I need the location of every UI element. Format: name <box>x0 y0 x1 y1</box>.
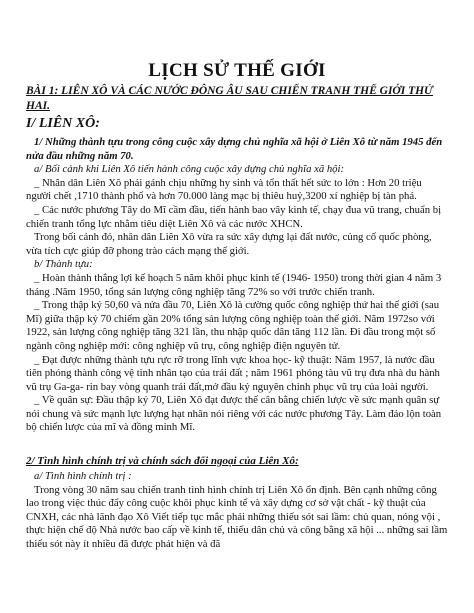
subsection-2a-heading: a/ Tình hình chính trị : <box>34 470 132 482</box>
paragraph: _ Đạt được những thành tựu rực rỡ trong lĩnh vực khoa học- kỹ thuật: Năm 1957, là nước đầu tiên phóng thành công vệ tinh nhân tạo của trái đất ; năm 1961 phóng tàu vũ trụ đưa nhà du hành vũ trụ Ga-ga- rin bay vòng quanh trái đất,mở đầu kỷ nguyên chinh phục vũ trụ của loài người. <box>26 353 440 393</box>
subsection-1a-heading: a/ Bối cảnh khi Liên Xô tiến hành công cuộc xây dựng chủ nghĩa xã hội: <box>34 163 345 176</box>
paragraph: _ Trong thập kỷ 50,60 và nửa đầu 70, Liên Xô là cường quốc công nghiệp thứ hai thế giới (sau Mĩ) giữa thập kỷ 70 chiếm gần 20% tổng sản lượng công nghiệp toàn thế giới. Năm 1972so với 1922, sản lượng công nghiệp tăng 321 lần, thu nhập quốc dân tăng 112 lần. Đi đầu trong một số ngành công nghiệp mới: công nghiệp vũ trụ, công nghiệp điện nguyên tử. <box>26 299 440 352</box>
lesson-heading: BÀI 1: LIÊN XÔ VÀ CÁC NƯỚC ĐÔNG ÂU SAU CHIẾN TRANH THẾ GIỚI THỨ HAI. <box>26 85 433 112</box>
paragraph: _ Về quân sự: Đầu thập kỷ 70, Liên Xô đạt được thế cân bằng chiến lược về sức mạnh quân sự nói chung và sức mạnh lực lượng hạt nhân nói riêng với các nước phương Tây. Làm đảo lộn toàn bộ chiến lược của mĩ và đồng minh Mĩ. <box>26 394 442 434</box>
paragraph: Trong vòng 30 năm sau chiến tranh tình hình chính trị Liên Xô ổn định. Bên cạnh những công lao trong việc thúc đẩy công cuộc khôi phục kinh tế và xây dựng cơ sở vật chất - kỹ thuật của CNXH, các nhà lãnh đạo Xô Viết tiếp tục mắc phải những thiếu sót sai lầm: chủ quan, nóng vội , thực hiện chế độ Nhà nước bao cấp về kinh tế, thiếu dân chủ và công bằng xã hội ... những sai lầm thiếu sót này ít nhiều đã được phát hiện và đã <box>26 483 448 550</box>
subsection-1-heading: 1/ Những thành tựu trong công cuộc xây dựng chủ nghĩa xã hội ở Liên Xô từ năm 1945 đến nửa đầu những năm 70. <box>26 136 443 162</box>
subsection-1b-heading: b/ Thành tựu: <box>34 258 93 271</box>
section-2-body <box>26 470 448 552</box>
paragraph: _ Hoàn thành thắng lợi kế hoạch 5 năm khôi phục kinh tế (1946- 1950) trong thời gian 4 năm 3 tháng .Năm 1950, tổng sản lượng công nghiệp tăng 72% so với trước chiến tranh. <box>26 271 442 298</box>
paragraph: Trong bối cảnh đó, nhân dân Liên Xô vừa ra sức xây dựng lại đất nước, củng cố quốc phòng, vừa tích cực giúp đỡ phong trào cách mạng thế giới. <box>26 231 432 257</box>
section-2-heading: 2/ Tình hình chính trị và chính sách đối ngoại của Liên Xô: <box>26 455 299 467</box>
section-1-body <box>26 136 448 435</box>
document-title: LỊCH SỬ THẾ GIỚI <box>148 60 326 81</box>
section-1-heading: I/ LIÊN XÔ: <box>26 116 100 131</box>
paragraph: _ Nhân dân Liên Xô phải gánh chịu những hy sinh và tổn thất hết sức to lớn : Hơn 20 triệu người chết ,1710 thành phố và hơn 70.000 làng mạc bị thiêu huỷ,3200 xí nghiệp bị tàn phá. <box>26 176 422 203</box>
paragraph: _ Các nước phương Tây do Mĩ cầm đầu, tiến hành bao vây kinh tế, chạy đua vũ trang, chuẩn bị chiến tranh tổng lực nhằm tiêu diệt Liên Xô và các nước XHCN. <box>26 203 442 230</box>
